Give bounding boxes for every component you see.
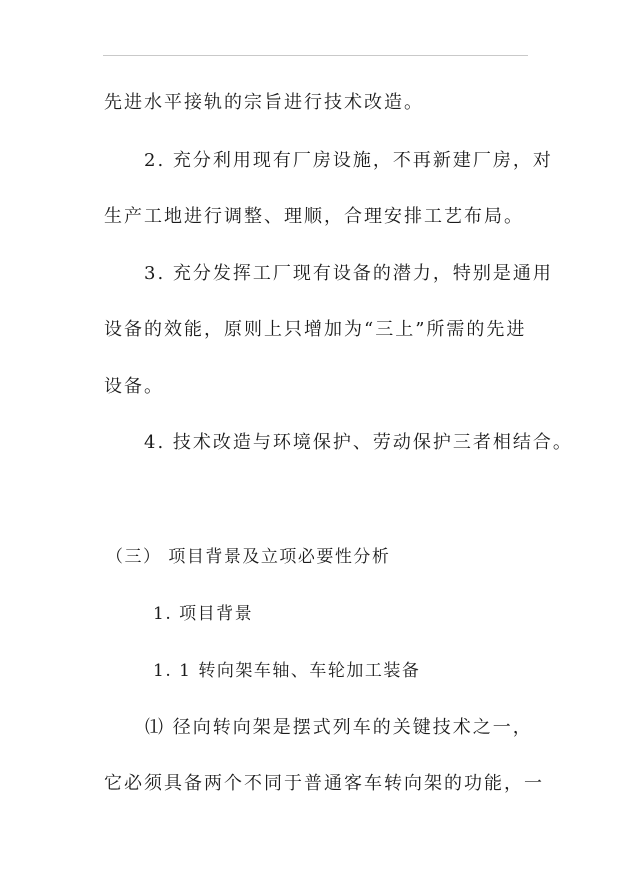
- sub-subsection-heading: 1. 1 转向架车轴、车轮加工装备: [153, 661, 421, 681]
- subsection-heading: 1. 项目背景: [153, 604, 254, 624]
- body-text-line: 先进水平接轨的宗旨进行技术改造。: [104, 92, 424, 113]
- list-item-4: 4. 技术改造与环境保护、劳动保护三者相结合。: [144, 432, 573, 453]
- list-item-2-line-1: 2. 充分利用现有厂房设施，不再新建厂房，对: [144, 150, 553, 171]
- section-heading: （三） 项目背景及立项必要性分析: [106, 547, 391, 567]
- paragraph-line-2: 它必须具备两个不同于普通客车转向架的功能，一: [104, 773, 544, 794]
- list-item-3-line-1: 3. 充分发挥工厂现有设备的潜力，特别是通用: [144, 263, 553, 284]
- list-item-3-line-3: 设备。: [104, 376, 164, 397]
- paragraph-line-1: ⑴ 径向转向架是摆式列车的关键技术之一，: [145, 717, 533, 738]
- list-item-3-line-2: 设备的效能，原则上只增加为“三上”所需的先进: [104, 319, 527, 340]
- list-item-2-line-2: 生产工地进行调整、理顺，合理安排工艺布局。: [104, 206, 524, 227]
- header-rule: [103, 55, 528, 56]
